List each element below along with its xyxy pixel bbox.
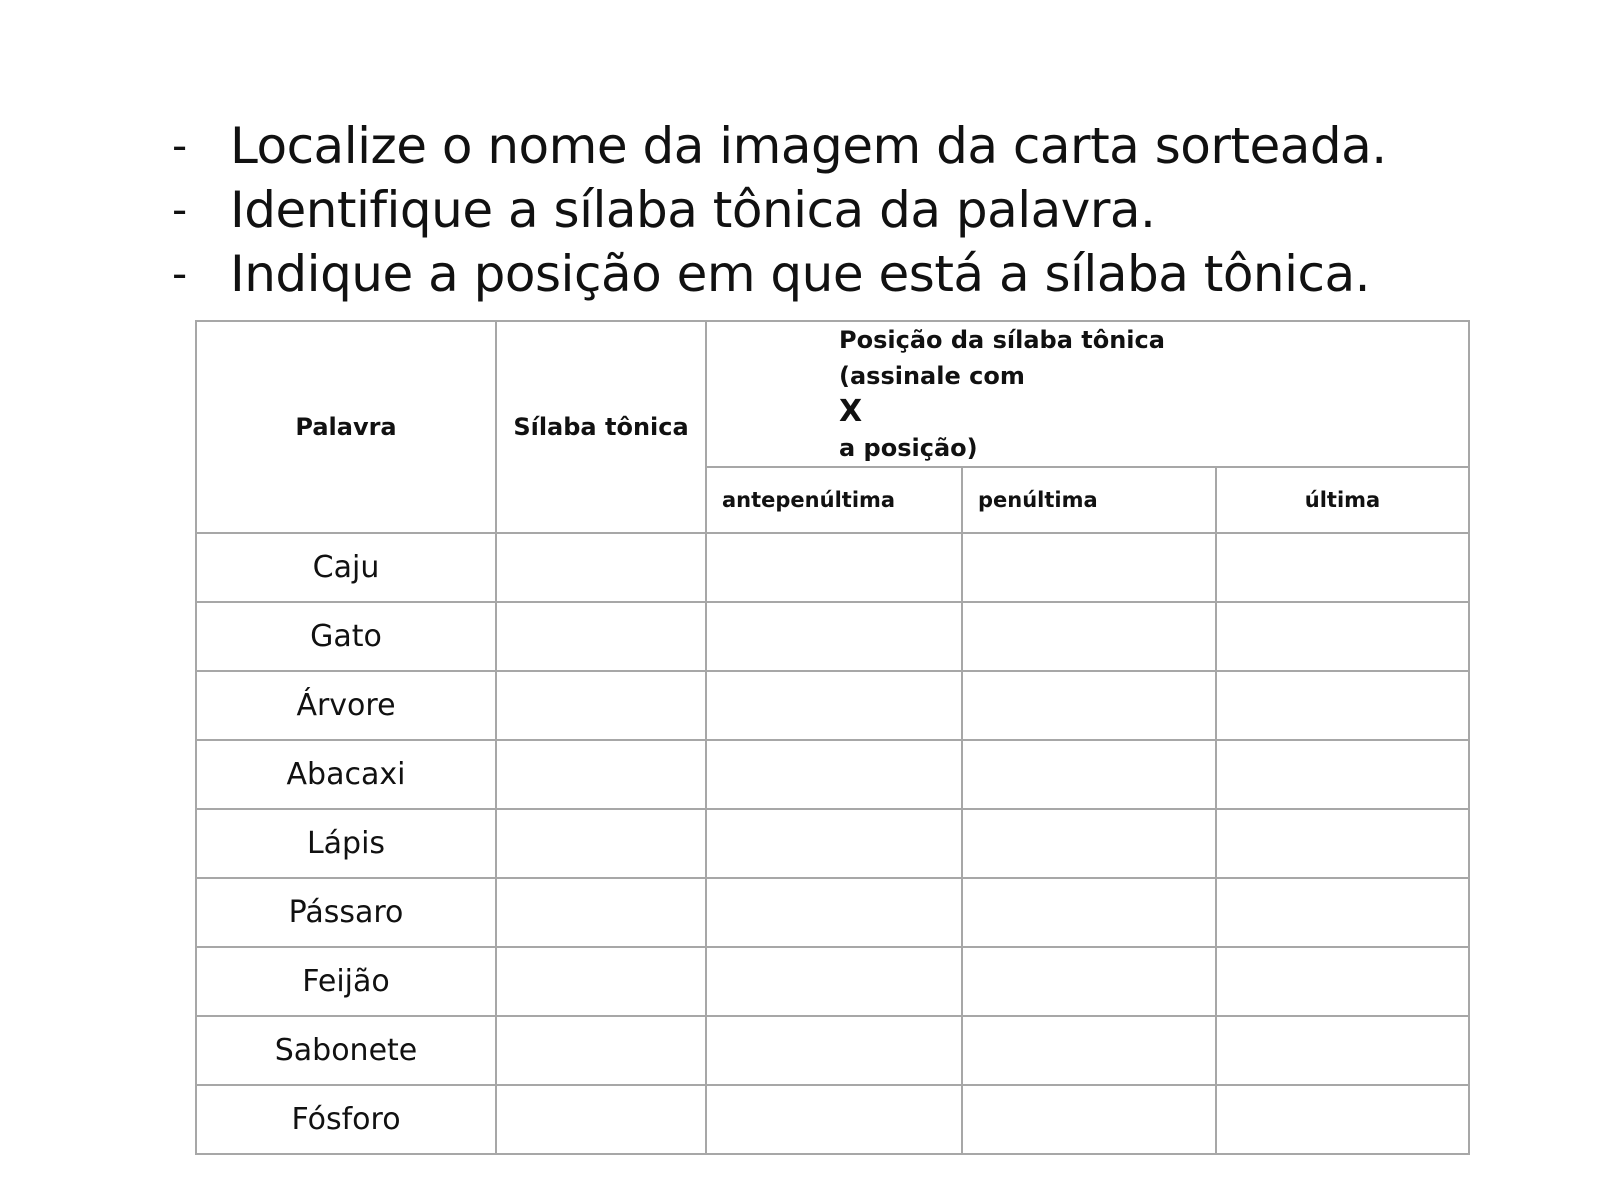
word-cell: Árvore <box>196 671 496 740</box>
last-cell[interactable] <box>1216 1016 1469 1085</box>
instruction-item <box>172 114 1572 178</box>
table-row <box>196 671 1469 740</box>
header-position-instruction: (assinale com X a posição) <box>839 358 1468 466</box>
antepenultimate-cell[interactable] <box>706 1085 962 1154</box>
antepenultimate-cell[interactable] <box>706 878 962 947</box>
last-cell[interactable] <box>1216 533 1469 602</box>
word-cell: Fósforo <box>196 1085 496 1154</box>
stressed-syllable-cell[interactable] <box>496 1085 706 1154</box>
table-row <box>196 1016 1469 1085</box>
antepenultimate-cell[interactable] <box>706 809 962 878</box>
antepenultimate-cell[interactable] <box>706 740 962 809</box>
last-cell[interactable] <box>1216 671 1469 740</box>
penultimate-cell[interactable] <box>962 602 1216 671</box>
table-row <box>196 602 1469 671</box>
word-cell: Pássaro <box>196 878 496 947</box>
stressed-syllable-cell[interactable] <box>496 740 706 809</box>
header-penultimate: penúltima <box>962 467 1216 533</box>
last-cell[interactable] <box>1216 602 1469 671</box>
stressed-syllable-table <box>195 320 1470 1155</box>
last-cell[interactable] <box>1216 947 1469 1016</box>
table-body <box>196 533 1469 1154</box>
antepenultimate-cell[interactable] <box>706 671 962 740</box>
word-cell: Sabonete <box>196 1016 496 1085</box>
header-syllable-position <box>706 321 1469 467</box>
stressed-syllable-cell[interactable] <box>496 533 706 602</box>
antepenultimate-cell[interactable] <box>706 602 962 671</box>
table-row <box>196 533 1469 602</box>
word-cell: Gato <box>196 602 496 671</box>
antepenultimate-cell[interactable] <box>706 1016 962 1085</box>
penultimate-cell[interactable] <box>962 1085 1216 1154</box>
penultimate-cell[interactable] <box>962 671 1216 740</box>
word-cell: Lápis <box>196 809 496 878</box>
instruction-text: Localize o nome da imagem da carta sorteada. <box>230 117 1387 175</box>
penultimate-cell[interactable] <box>962 878 1216 947</box>
x-mark: X <box>839 394 863 429</box>
penultimate-cell[interactable] <box>962 1016 1216 1085</box>
word-cell: Abacaxi <box>196 740 496 809</box>
stressed-syllable-cell[interactable] <box>496 671 706 740</box>
table-row <box>196 740 1469 809</box>
antepenultimate-cell[interactable] <box>706 947 962 1016</box>
instruction-item <box>172 178 1572 242</box>
penultimate-cell[interactable] <box>962 740 1216 809</box>
instruction-text: Indique a posição em que está a sílaba tônica. <box>230 245 1371 303</box>
instruction-list <box>172 114 1572 306</box>
table-row <box>196 1085 1469 1154</box>
header-antepenultimate: antepenúltima <box>706 467 962 533</box>
penultimate-cell[interactable] <box>962 533 1216 602</box>
instruction-text: Identifique a sílaba tônica da palavra. <box>230 181 1156 239</box>
word-cell: Feijão <box>196 947 496 1016</box>
stressed-syllable-cell[interactable] <box>496 878 706 947</box>
table-row <box>196 947 1469 1016</box>
header-stressed-syllable: Sílaba tônica <box>496 321 706 533</box>
stressed-syllable-cell[interactable] <box>496 602 706 671</box>
word-cell: Caju <box>196 533 496 602</box>
last-cell[interactable] <box>1216 1085 1469 1154</box>
stressed-syllable-cell[interactable] <box>496 809 706 878</box>
last-cell[interactable] <box>1216 878 1469 947</box>
last-cell[interactable] <box>1216 740 1469 809</box>
instruction-bullet: - <box>172 185 187 234</box>
header-last: última <box>1216 467 1469 533</box>
instruction-item <box>172 242 1572 306</box>
table-row <box>196 809 1469 878</box>
penultimate-cell[interactable] <box>962 809 1216 878</box>
header-position-title: Posição da sílaba tônica <box>839 326 1165 354</box>
header-word: Palavra <box>196 321 496 533</box>
table-header-row <box>196 321 1469 467</box>
antepenultimate-cell[interactable] <box>706 533 962 602</box>
last-cell[interactable] <box>1216 809 1469 878</box>
table-row <box>196 878 1469 947</box>
stressed-syllable-cell[interactable] <box>496 1016 706 1085</box>
penultimate-cell[interactable] <box>962 947 1216 1016</box>
instruction-bullet: - <box>172 249 187 298</box>
instruction-bullet: - <box>172 121 187 170</box>
stressed-syllable-cell[interactable] <box>496 947 706 1016</box>
